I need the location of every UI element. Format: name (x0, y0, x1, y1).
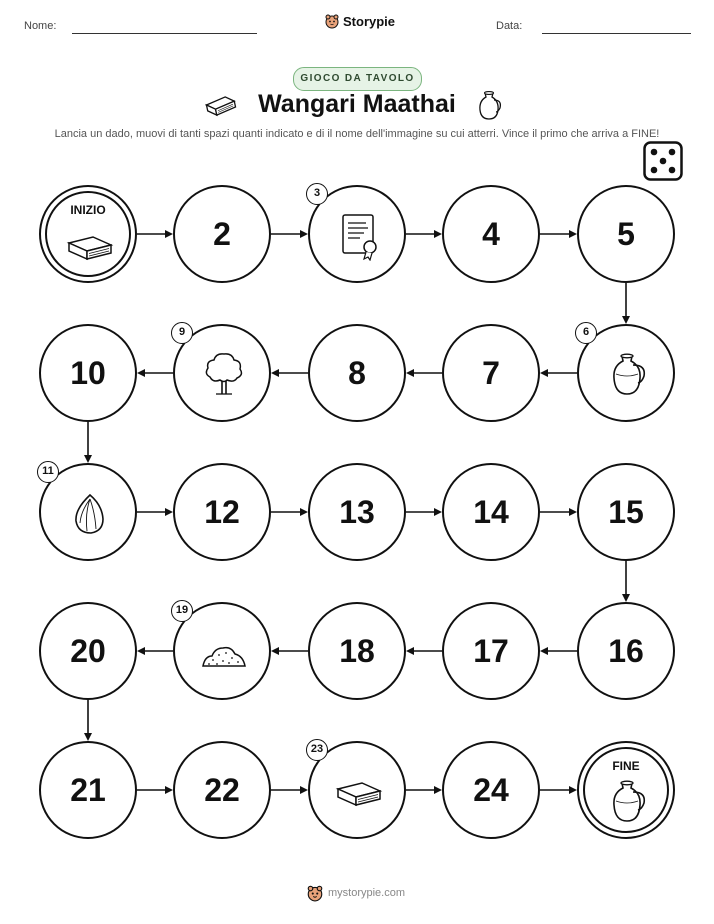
jug-icon (603, 350, 653, 400)
path-arrow (540, 230, 577, 238)
board-space (173, 463, 271, 561)
brand-name: Storypie (343, 13, 396, 29)
board-space (173, 324, 271, 422)
path-arrow (406, 230, 442, 238)
path-arrow (540, 647, 577, 655)
board-space (39, 463, 137, 561)
category-badge: GIOCO DA TAVOLO (293, 67, 422, 91)
space-number: 16 (608, 632, 644, 669)
page-title: Wangari Maathai (258, 90, 456, 118)
path-arrow (137, 786, 173, 794)
path-arrow (622, 283, 630, 324)
board-space (442, 463, 540, 561)
jug-icon (603, 777, 653, 827)
space-number: 21 (70, 771, 106, 808)
path-arrow (540, 369, 577, 377)
path-arrow (406, 647, 442, 655)
space-label: FINE (612, 759, 640, 773)
footer (306, 884, 405, 902)
space-number: 24 (473, 771, 509, 808)
path-arrow (271, 647, 308, 655)
board-space (442, 185, 540, 283)
certificate-icon (334, 211, 384, 261)
space-number: 13 (339, 493, 375, 530)
path-arrow (271, 230, 308, 238)
board-space (577, 185, 675, 283)
space-number: 15 (608, 493, 644, 530)
path-arrow (406, 369, 442, 377)
board-space (308, 463, 406, 561)
path-arrow (137, 647, 173, 655)
space-number-badge: 23 (306, 739, 328, 761)
board-space (442, 324, 540, 422)
space-number: 22 (204, 771, 240, 808)
space-label: INIZIO (70, 203, 106, 217)
path-arrow (137, 369, 173, 377)
board-space (173, 185, 271, 283)
instructions: Lancia un dado, muovi di tanti spazi quanti indicato e di il nome dell'immagine su cui atterri. Vince il primo che arriva a FINE! (54, 128, 660, 140)
path-arrow (271, 786, 308, 794)
finish-space (577, 741, 675, 839)
board-space (173, 602, 271, 700)
space-number: 8 (348, 354, 366, 391)
board-space (308, 602, 406, 700)
space-number: 5 (617, 215, 635, 252)
storypie-logo-icon (306, 884, 324, 902)
board-space (442, 602, 540, 700)
path-arrow (137, 230, 173, 238)
board-space (39, 324, 137, 422)
path-arrow (84, 422, 92, 463)
date-label: Data: (496, 20, 523, 32)
board-space (308, 185, 406, 283)
path-arrow (271, 369, 308, 377)
space-number: 2 (213, 215, 231, 252)
space-number: 10 (70, 354, 106, 391)
space-number: 7 (482, 354, 500, 391)
space-number: 20 (70, 632, 106, 669)
path-arrow (406, 786, 442, 794)
book-icon (65, 221, 115, 271)
path-arrow (271, 508, 308, 516)
space-number-badge: 9 (171, 322, 193, 344)
seed-icon (65, 489, 115, 539)
space-number: 14 (473, 493, 509, 530)
space-number: 17 (473, 632, 509, 669)
book-icon (334, 767, 384, 817)
name-label: Nome: (24, 20, 57, 32)
space-number-badge: 19 (171, 600, 193, 622)
path-arrow (540, 786, 577, 794)
board-space (173, 741, 271, 839)
board-space (39, 741, 137, 839)
path-arrow (84, 700, 92, 741)
path-arrow (137, 508, 173, 516)
board-space (442, 741, 540, 839)
start-space (39, 185, 137, 283)
space-number: 4 (482, 215, 500, 252)
tree-icon (199, 350, 249, 400)
space-number: 12 (204, 493, 240, 530)
board-space (39, 602, 137, 700)
space-number-badge: 3 (306, 183, 328, 205)
space-number-badge: 6 (575, 322, 597, 344)
path-arrow (406, 508, 442, 516)
footer-url: mystorypie.com (328, 887, 406, 899)
path-arrow (540, 508, 577, 516)
board-space (577, 324, 675, 422)
soil-icon (199, 628, 249, 678)
board-space (577, 602, 675, 700)
board-space (577, 463, 675, 561)
space-number: 18 (339, 632, 375, 669)
path-arrow (622, 561, 630, 602)
board-space (308, 741, 406, 839)
board-space (308, 324, 406, 422)
space-number-badge: 11 (37, 461, 59, 483)
